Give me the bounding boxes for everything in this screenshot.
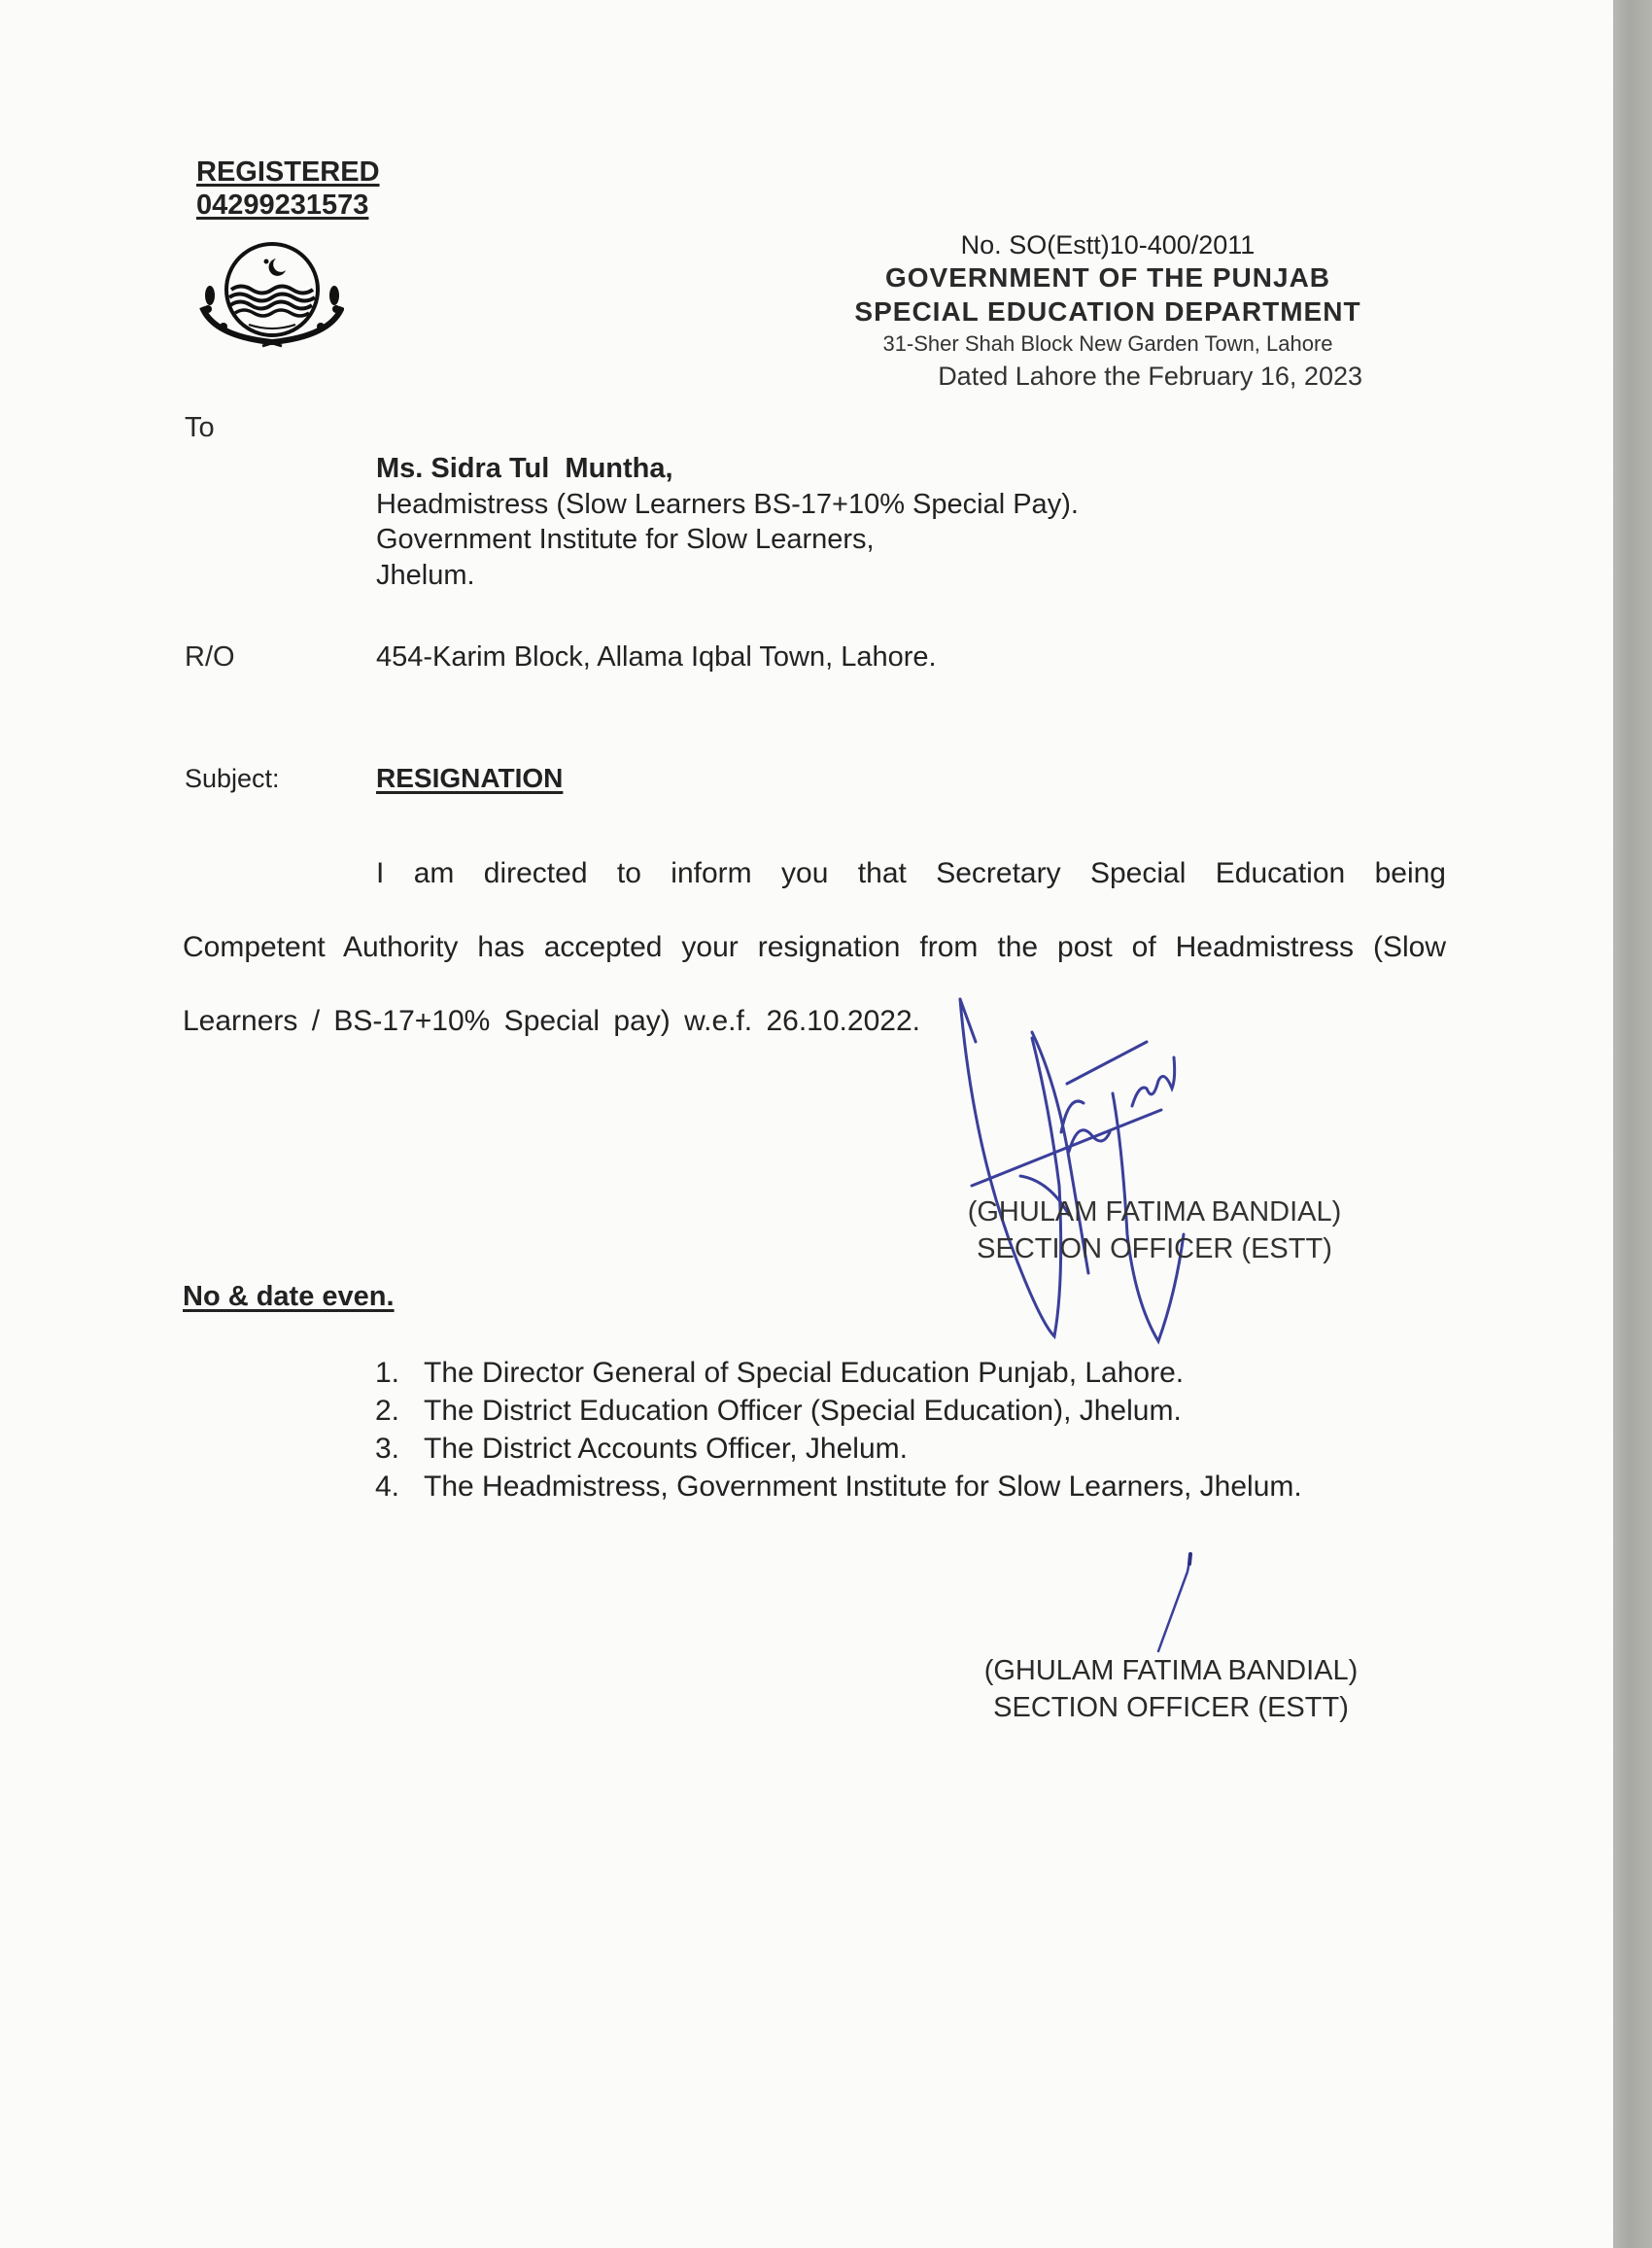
subject-value: RESIGNATION xyxy=(376,763,564,793)
government-name: GOVERNMENT OF THE PUNJAB xyxy=(884,262,1331,293)
punjab-emblem-icon xyxy=(198,239,344,348)
department-address: 31-Sher Shah Block New Garden Town, Lahore xyxy=(882,331,1333,356)
to-label: To xyxy=(185,412,215,443)
department-name: SPECIAL EDUCATION DEPARTMENT xyxy=(854,296,1361,327)
body-paragraph: I am directed to inform you that Secretary Special Education being Competent Authority has accepted your resignation from the post of Headmistress (Slow Learners / BS-17+10% Special pay) w.e.f. 26.10.2022. xyxy=(183,857,1446,1037)
signatory-designation: SECTION OFFICER (ESTT) xyxy=(993,1692,1349,1723)
list-item: 3. The District Accounts Officer, Jhelum. xyxy=(375,1433,908,1465)
list-item: 4. The Headmistress, Government Institute for Slow Learners, Jhelum. xyxy=(375,1470,1302,1503)
addressee-block xyxy=(376,451,1079,593)
addressee-name: Ms. Sidra Tul Muntha, xyxy=(376,453,673,484)
letter-date: Dated Lahore the February 16, 2023 xyxy=(938,362,1362,391)
ro-label: R/O xyxy=(185,641,235,673)
addressee-line: Headmistress (Slow Learners BS-17+10% Special Pay). xyxy=(376,488,1079,520)
registered-block xyxy=(196,156,380,222)
signatory-block-copy xyxy=(947,1652,1394,1726)
signatory-designation: SECTION OFFICER (ESTT) xyxy=(977,1233,1332,1264)
reference-number: No. SO(Estt)10-400/2011 xyxy=(960,230,1256,259)
addressee-line: Government Institute for Slow Learners, xyxy=(376,524,875,555)
addressee-line: Jhelum. xyxy=(376,559,475,591)
signatory-block xyxy=(931,1193,1378,1267)
residence-address: 454-Karim Block, Allama Iqbal Town, Lahore. xyxy=(376,641,937,673)
letterhead xyxy=(836,229,1380,394)
signatory-name: (GHULAM FATIMA BANDIAL) xyxy=(983,1655,1359,1686)
list-item: 1. The Director General of Special Education Punjab, Lahore. xyxy=(375,1357,1185,1389)
initial-stroke-icon xyxy=(1147,1550,1205,1657)
registered-number: 04299231573 xyxy=(196,190,369,221)
scanner-page-edge xyxy=(1613,0,1652,2248)
copy-heading: No & date even. xyxy=(183,1281,395,1312)
subject-label: Subject: xyxy=(185,764,280,793)
copy-to-list xyxy=(375,1354,1302,1505)
signatory-name: (GHULAM FATIMA BANDIAL) xyxy=(967,1196,1342,1228)
list-item: 2. The District Education Officer (Special Education), Jhelum. xyxy=(375,1395,1182,1427)
registered-label: REGISTERED xyxy=(196,156,380,188)
